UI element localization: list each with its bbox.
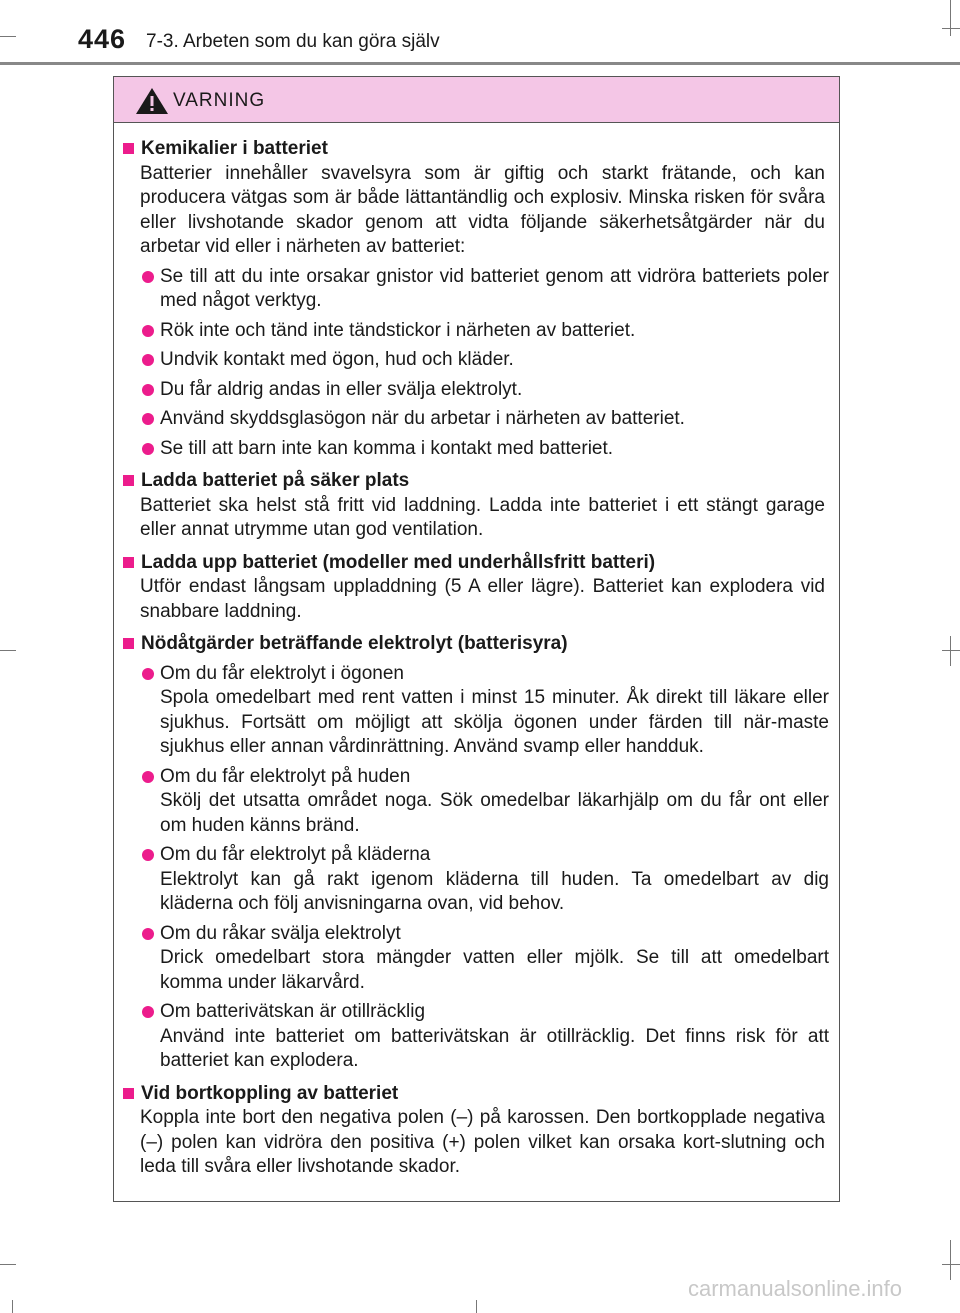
crop-mark: [950, 0, 951, 36]
section-body: Batteriet ska helst stå fritt vid laddning. Ladda inte batteriet i ett stängt garage eller annat utrymme utan god ventilation.: [140, 494, 825, 540]
list-item: [123, 922, 829, 996]
round-bullet-icon: [142, 271, 154, 283]
list-item: [123, 662, 829, 760]
warning-title: VARNING: [173, 90, 266, 111]
crop-mark: [942, 28, 960, 29]
round-bullet-icon: [142, 668, 154, 680]
section-heading: Vid bortkoppling av batteriet: [123, 1082, 829, 1107]
item-title: Om du får elektrolyt på huden: [160, 765, 411, 787]
section-heading: Ladda upp batteriet (modeller med underhållsfritt batteri): [123, 551, 829, 576]
warning-section: [123, 137, 829, 461]
item-text: Drick omedelbart stora mängder vatten eller mjölk. Se till att omedelbart komma under läkarvård.: [160, 947, 829, 993]
square-bullet-icon: [123, 1088, 134, 1099]
warning-section: [123, 632, 829, 1074]
warning-section: [123, 551, 829, 625]
round-bullet-icon: [142, 384, 154, 396]
item-title: Om batterivätskan är otillräcklig: [160, 1001, 426, 1022]
square-bullet-icon: [123, 638, 134, 649]
warning-section: [123, 1082, 829, 1180]
section-title: 7-3. Arbeten som du kan göra själv: [146, 31, 440, 52]
crop-mark: [0, 650, 16, 651]
section-heading: Nödåtgärder beträffande elektrolyt (batterisyra): [123, 632, 829, 657]
section-heading: Kemikalier i batteriet: [123, 137, 829, 162]
square-bullet-icon: [123, 143, 134, 154]
list-item: [123, 843, 829, 917]
crop-mark: [950, 1240, 951, 1280]
page-number: 446: [78, 24, 127, 54]
warning-triangle-icon: [134, 86, 170, 116]
section-body: Utför endast långsam uppladdning (5 A eller lägre). Batteriet kan explodera vid snabbare laddning.: [140, 576, 825, 622]
item-title: Om du råkar svälja elektrolyt: [160, 922, 401, 944]
round-bullet-icon: [142, 1006, 154, 1018]
round-bullet-icon: [142, 849, 154, 861]
crop-mark: [12, 1300, 13, 1313]
item-text: Använd inte batteriet om batterivätskan är otillräcklig. Det finns risk för att batteriet kan explodera.: [160, 1025, 829, 1071]
crop-mark: [942, 1264, 960, 1265]
item-title: Om du får elektrolyt i ögonen: [160, 662, 404, 684]
round-bullet-icon: [142, 413, 154, 425]
watermark: carmanualsonline.info: [688, 1276, 903, 1301]
crop-mark: [0, 1264, 16, 1265]
square-bullet-icon: [123, 557, 134, 568]
item-title: Om du får elektrolyt på kläderna: [160, 844, 431, 865]
crop-mark: [476, 1300, 477, 1313]
list-item: [123, 765, 829, 839]
crop-mark: [950, 636, 951, 666]
list-item: Du får aldrig andas in eller svälja elektrolyt.: [123, 378, 829, 403]
section-body: Koppla inte bort den negativa polen (–) på karossen. Den bortkopplade negativa (–) polen kan vidröra den positiva (+) polen vilket kan orsaka kort-slutning och leda till svåra eller livshotande skador.: [140, 1107, 825, 1177]
section-body: Batterier innehåller svavelsyra som är giftig och starkt frätande, och kan producera vätgas som är både lättantändlig och explosiv. Minska risken för svåra eller livshotande skador genom att vidta följande säkerhetsåtgärder när du arbetar vid eller i närheten av batteriet:: [140, 162, 825, 257]
list-item: Använd skyddsglasögon när du arbetar i närheten av batteriet.: [123, 407, 829, 432]
warning-content: [114, 123, 839, 1180]
crop-mark: [0, 36, 16, 37]
section-heading: Ladda batteriet på säker plats: [123, 469, 829, 494]
square-bullet-icon: [123, 475, 134, 486]
warning-box: [113, 76, 840, 1202]
list-item: Rök inte och tänd inte tändstickor i närheten av batteriet.: [123, 319, 829, 344]
list-item: Se till att du inte orsakar gnistor vid batteriet genom att vidröra batteriets poler med något verktyg.: [123, 265, 829, 314]
item-text: Spola omedelbart med rent vatten i minst 15 minuter. Åk direkt till läkare eller sjukhus. Fortsätt om möjligt att skölja ögonen under färden till när-maste sjukhus eller annan vårdinrättning. Använd svamp eller handduk.: [160, 687, 829, 757]
round-bullet-icon: [142, 443, 154, 455]
warning-section: [123, 469, 829, 543]
round-bullet-icon: [142, 771, 154, 783]
list-item: [123, 1000, 829, 1074]
list-item: Se till att barn inte kan komma i kontakt med batteriet.: [123, 437, 829, 462]
round-bullet-icon: [142, 928, 154, 940]
crop-mark: [942, 650, 960, 651]
item-text: Elektrolyt kan gå rakt igenom kläderna till huden. Ta omedelbart av dig kläderna och följ anvisningarna ovan, vid behov.: [160, 868, 829, 914]
list-item: Undvik kontakt med ögon, hud och kläder.: [123, 348, 829, 373]
item-text: Skölj det utsatta området noga. Sök omedelbar läkarhjälp om du får ont eller om huden känns bränd.: [160, 790, 829, 836]
round-bullet-icon: [142, 354, 154, 366]
warning-header: [114, 77, 839, 123]
round-bullet-icon: [142, 325, 154, 337]
header-rule: [0, 62, 960, 65]
